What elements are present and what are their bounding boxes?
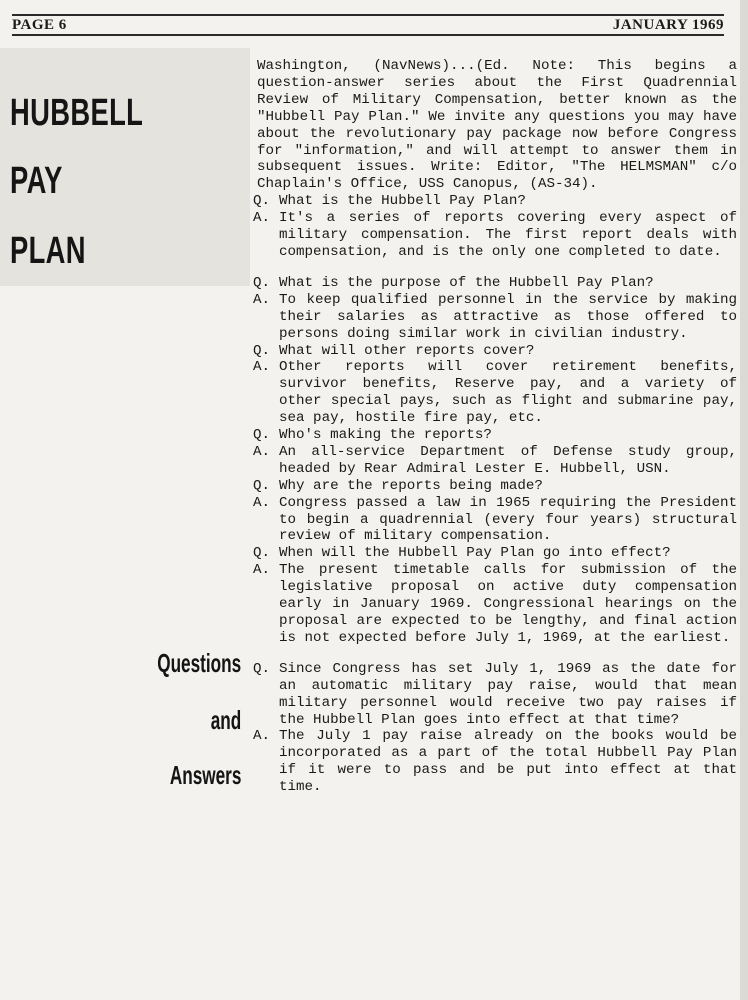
qa-label: A.: [253, 210, 271, 227]
question-row: [253, 275, 737, 292]
qa-label: A.: [253, 359, 271, 376]
answer-row: [253, 495, 737, 546]
page-number: PAGE 6: [12, 17, 67, 33]
qa-label: Q.: [253, 477, 271, 494]
qa-label: Q.: [253, 193, 271, 210]
question-text: Since Congress has set July 1, 1969 as the date for an automatic military pay raise, would that mean military personnel would receive two pay raises if the Hubbell Plan goes into effect at that time?: [279, 660, 737, 728]
issue-date: JANUARY 1969: [612, 17, 724, 33]
page-edge-shadow: [740, 0, 748, 1000]
answer-row: [253, 359, 737, 427]
qa-label: A.: [253, 728, 271, 745]
answer-text: It's a series of reports covering every aspect of military compensation. The first report deals with compensation, and is the only one completed to date.: [279, 210, 737, 260]
qa-spacer: [253, 261, 737, 275]
answer-text: The July 1 pay raise already on the books would be incorporated as a part of the total Hubbell Pay Plan if it were to pass and be put into effect at that time.: [279, 728, 737, 796]
qa-label: Q.: [253, 274, 271, 291]
qa-label: A.: [253, 443, 271, 460]
question-row: [253, 661, 737, 729]
qa-label: A.: [253, 291, 271, 308]
question-row: [253, 478, 737, 495]
question-text: What is the Hubbell Pay Plan?: [279, 193, 526, 210]
title-line-1: HUBBELL: [10, 92, 144, 134]
header-top-rule: [12, 14, 724, 16]
qa-label: Q.: [253, 660, 271, 677]
answer-text: The present timetable calls for submission of the legislative proposal on active duty compensation early in January 1969. Congressional hearings on the proposal are expected to be lengthy, and final action is not expected before July 1, 1969, at the earliest.: [279, 562, 737, 646]
section-heading-line-2: and: [210, 705, 241, 735]
answer-text: Other reports will cover retirement benefits, survivor benefits, Reserve pay, and a variety of other special pays, such as flight and submarine pay, sea pay, hostile fire pay, etc.: [279, 359, 737, 427]
section-heading-line-1: Questions: [157, 648, 241, 678]
article-body: [253, 58, 737, 796]
answer-row: [253, 210, 737, 261]
answer-row: [253, 292, 737, 343]
answer-row: [253, 728, 737, 796]
answer-row: [253, 562, 737, 647]
title-line-3: PLAN: [10, 230, 86, 272]
qa-list: [253, 193, 737, 796]
title-line-2: PAY: [10, 160, 63, 202]
article-intro: Washington, (NavNews)...(Ed. Note: This begins a question-answer series about the First Quadrennial Review of Military Compensation, better known as the "Hubbell Pay Plan." We invite any questions you may have about the revolutionary pay package now before Congress for "information," and will attempt to answer them in subsequent issues. Write: Editor, "The HELMSMAN" c/o Chaplain's Office, USS Canopus, (AS-34).: [257, 58, 737, 193]
answer-text: To keep qualified personnel in the service by making their salaries as attractive as those offered to persons doing similar work in civilian industry.: [279, 291, 737, 342]
question-text: What will other reports cover?: [279, 342, 535, 359]
question-row: [253, 343, 737, 360]
question-text: Who's making the reports?: [279, 427, 492, 444]
qa-label: Q.: [253, 545, 271, 562]
qa-label: A.: [253, 494, 271, 511]
qa-label: Q.: [253, 427, 271, 444]
question-row: [253, 545, 737, 562]
question-text: Why are the reports being made?: [279, 477, 543, 494]
question-text: What is the purpose of the Hubbell Pay Plan?: [279, 274, 654, 291]
answer-row: [253, 444, 737, 478]
qa-spacer: [253, 647, 737, 661]
question-text: When will the Hubbell Pay Plan go into effect?: [279, 545, 671, 562]
header-bottom-rule: [12, 34, 724, 36]
qa-label: Q.: [253, 342, 271, 359]
question-row: [253, 193, 737, 210]
section-heading-line-3: Answers: [169, 760, 241, 790]
question-row: [253, 427, 737, 444]
answer-text: An all-service Department of Defense study group, headed by Rear Admiral Lester E. Hubbell, USN.: [279, 443, 737, 477]
answer-text: Congress passed a law in 1965 requiring the President to begin a quadrennial (every four years) structural review of military compensation.: [279, 494, 737, 545]
qa-label: A.: [253, 562, 271, 579]
